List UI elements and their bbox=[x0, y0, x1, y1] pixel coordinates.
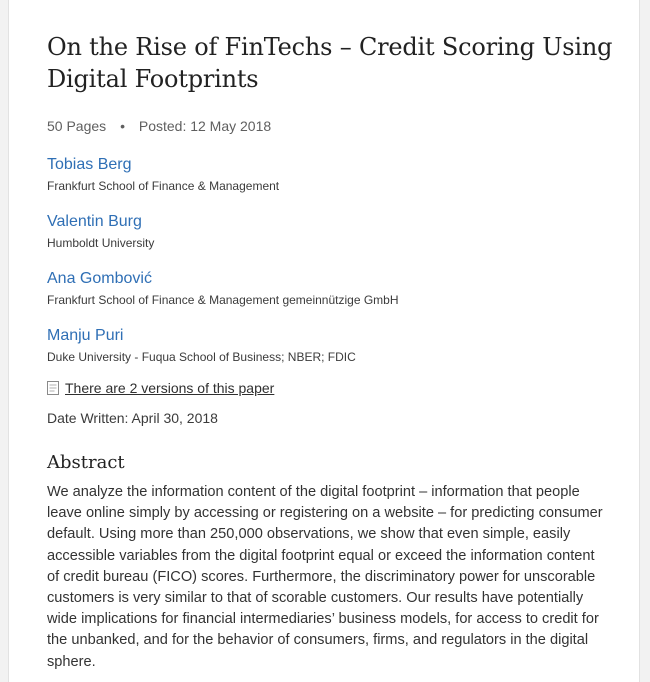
author-item bbox=[47, 212, 617, 251]
author-affiliation: Duke University - Fuqua School of Business; NBER; FDIC bbox=[47, 350, 356, 364]
abstract-text: We analyze the information content of the digital footprint – information that people leave online simply by accessing or registering on a website – for predicting consumer default. Using more than 250,000 observations, we show that even simple, easily accessible variables from the digital footprint equal or exceed the information content of credit bureau (FICO) scores. Furthermore, the discriminatory power for unscorable customers is very similar to that of scorable customers. Our results have potentially wide implications for financial intermediaries’ business models, for access to credit for the unbanked, and for the behavior of consumers, firms, and regulators in the digital sphere. bbox=[47, 484, 603, 670]
abstract-heading: Abstract bbox=[47, 452, 125, 473]
author-name-link[interactable]: Tobias Berg bbox=[47, 156, 132, 173]
author-item bbox=[47, 269, 617, 308]
paper-title: On the Rise of FinTechs – Credit Scoring Using Digital Footprints bbox=[47, 33, 613, 93]
author-name-link[interactable]: Ana Gombović bbox=[47, 270, 152, 287]
author-item bbox=[47, 326, 617, 365]
author-affiliation: Frankfurt School of Finance & Management gemeinnützige GmbH bbox=[47, 293, 399, 307]
paper-page bbox=[8, 0, 640, 682]
versions-link[interactable]: There are 2 versions of this paper bbox=[65, 380, 275, 396]
page-count: 50 Pages bbox=[47, 118, 107, 134]
author-item bbox=[47, 155, 617, 194]
author-name-link[interactable]: Manju Puri bbox=[47, 327, 124, 344]
author-list bbox=[47, 155, 617, 365]
paper-meta bbox=[47, 117, 617, 135]
paper-content bbox=[47, 31, 617, 673]
versions-row bbox=[47, 379, 617, 397]
posted-date: Posted: 12 May 2018 bbox=[138, 118, 272, 134]
author-name-link[interactable]: Valentin Burg bbox=[47, 213, 142, 230]
date-written: Date Written: April 30, 2018 bbox=[47, 410, 218, 426]
author-affiliation: Frankfurt School of Finance & Management bbox=[47, 179, 280, 193]
meta-separator: • bbox=[120, 118, 125, 134]
document-icon bbox=[47, 381, 59, 395]
author-affiliation: Humboldt University bbox=[47, 236, 155, 250]
